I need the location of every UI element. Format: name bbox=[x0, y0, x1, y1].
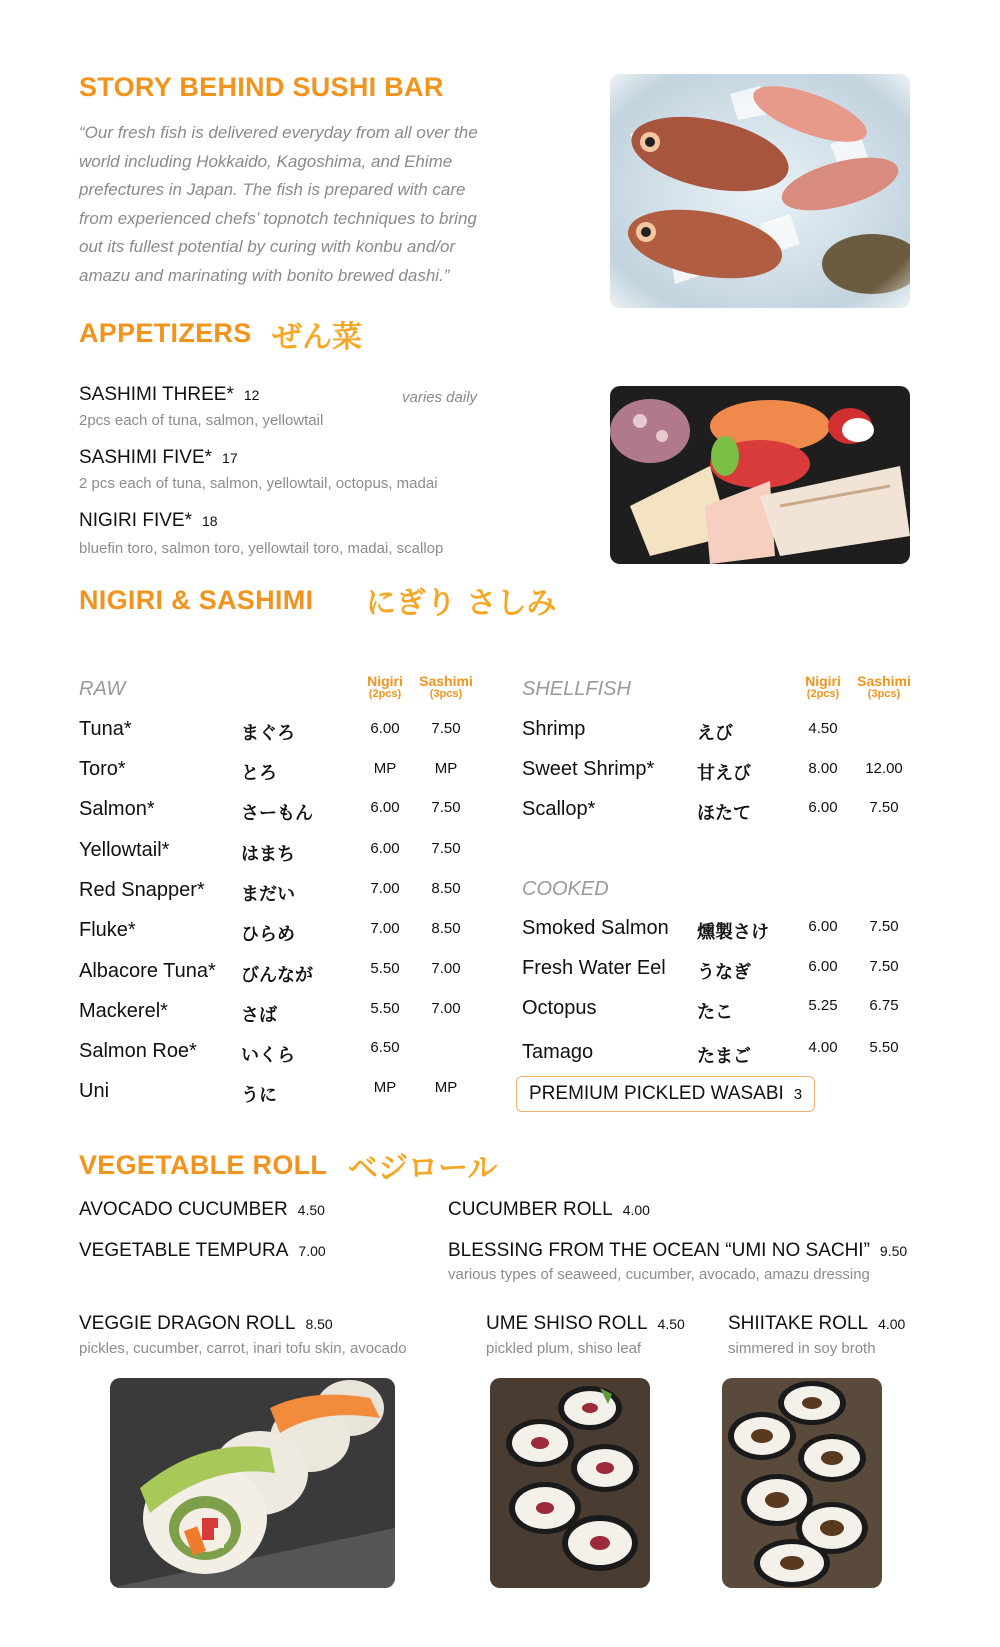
nigiri-title-jp: にぎり さしみ bbox=[366, 586, 557, 621]
cooked-item-sashimi-price: 6.75 bbox=[869, 997, 899, 1014]
nigiri-label: Nigiri bbox=[367, 673, 403, 689]
cooked-item-nigiri-price: 6.00 bbox=[808, 918, 838, 935]
veg-item bbox=[448, 1199, 650, 1221]
raw-item-name: Tuna* bbox=[79, 718, 132, 740]
veg-item-name: SHIITAKE ROLL bbox=[728, 1313, 869, 1334]
veg-item bbox=[728, 1313, 905, 1335]
cooked-item-jp: 燻製さけ bbox=[697, 922, 769, 943]
raw-item-sashimi-price: MP bbox=[434, 1079, 458, 1096]
sashimi-label: Sashimi bbox=[857, 673, 911, 689]
appetizer-price: 17 bbox=[222, 450, 238, 466]
veg-item-name: UME SHISO ROLL bbox=[486, 1313, 648, 1334]
raw-item-name: Yellowtail* bbox=[79, 839, 170, 861]
raw-item-name: Fluke* bbox=[79, 919, 136, 941]
cooked-item-sashimi-price: 7.50 bbox=[869, 958, 899, 975]
appetizer-item bbox=[79, 384, 259, 406]
raw-item-name: Red Snapper* bbox=[79, 879, 205, 901]
veg-item-name: AVOCADO CUCUMBER bbox=[79, 1199, 288, 1220]
cooked-item-name: Octopus bbox=[522, 997, 597, 1019]
story-text bbox=[79, 119, 519, 291]
story-line: “Our fresh fish is delivered everyday from all over the bbox=[79, 123, 478, 142]
cooked-label: COOKED bbox=[522, 878, 609, 900]
shellfish-item-name: Shrimp bbox=[522, 718, 586, 740]
shellfish-item-nigiri-price: 6.00 bbox=[808, 799, 838, 816]
appetizer-price: 18 bbox=[201, 513, 218, 529]
veg-item-name: CUCUMBER ROLL bbox=[448, 1199, 613, 1220]
raw-item-jp: びんなが bbox=[241, 965, 313, 986]
shellfish-item-name: Sweet Shrimp* bbox=[522, 758, 655, 780]
story-line: world including Hokkaido, Kagoshima, and Ehime bbox=[79, 151, 453, 171]
appetizers-title: APPETIZERS bbox=[79, 318, 252, 348]
raw-item-jp: さーもん bbox=[241, 803, 313, 824]
raw-item-jp: いくら bbox=[241, 1045, 295, 1066]
raw-item-nigiri-price: 7.00 bbox=[370, 880, 400, 897]
raw-item-sashimi-price: MP bbox=[434, 760, 458, 777]
veg-item-desc: pickled plum, shiso leaf bbox=[486, 1340, 642, 1357]
appetizers-title-jp: ぜん菜 bbox=[272, 320, 362, 355]
sashimi-plate-photo bbox=[610, 386, 910, 564]
raw-item-name: Salmon Roe* bbox=[79, 1040, 197, 1062]
cooked-item-jp: たこ bbox=[697, 1002, 733, 1023]
shellfish-item-sashimi-price: 12.00 bbox=[865, 760, 903, 777]
cooked-item-name: Smoked Salmon bbox=[522, 917, 669, 939]
raw-item-name: Toro* bbox=[79, 758, 126, 780]
veg-item-price: 4.50 bbox=[297, 1202, 325, 1218]
appetizer-desc: bluefin toro, salmon toro, yellowtail toro, madai, scallop bbox=[79, 540, 444, 557]
nigiri-column-header bbox=[795, 675, 851, 701]
shiitake-roll-photo bbox=[722, 1378, 882, 1588]
story-line: amazu and marinating with bonito brewed dashi.” bbox=[79, 265, 450, 285]
raw-item-jp: まだい bbox=[241, 884, 295, 905]
veg-item-price: 4.50 bbox=[657, 1316, 685, 1332]
shellfish-item-name: Scallop* bbox=[522, 798, 596, 820]
cooked-item-jp: たまご bbox=[697, 1046, 751, 1067]
cooked-item-sashimi-price: 7.50 bbox=[869, 918, 899, 935]
raw-item-jp: まぐろ bbox=[241, 723, 295, 744]
cooked-item-name: Fresh Water Eel bbox=[522, 957, 666, 979]
raw-item-sashimi-price: 7.50 bbox=[431, 840, 461, 857]
appetizer-name: SASHIMI FIVE* bbox=[79, 447, 213, 468]
raw-item-name: Mackerel* bbox=[79, 1000, 168, 1022]
veg-item-desc: pickles, cucumber, carrot, inari tofu skin, avocado bbox=[79, 1340, 407, 1357]
veg-item-price: 4.00 bbox=[878, 1316, 906, 1332]
raw-item-nigiri-price: 6.00 bbox=[370, 720, 400, 737]
veg-item bbox=[448, 1240, 907, 1262]
raw-item-name: Uni bbox=[79, 1080, 110, 1102]
sashimi-pieces: (3pcs) bbox=[429, 688, 463, 700]
shellfish-item-jp: 甘えび bbox=[697, 763, 751, 784]
veg-item-desc: various types of seaweed, cucumber, avocado, amazu dressing bbox=[448, 1266, 870, 1283]
veg-item-name: BLESSING FROM THE OCEAN “UMI NO SACHI” bbox=[448, 1240, 870, 1261]
ume-shiso-roll-photo bbox=[490, 1378, 650, 1588]
veg-item bbox=[79, 1199, 325, 1221]
shellfish-item-jp: ほたて bbox=[697, 803, 751, 824]
raw-item-jp: ひらめ bbox=[241, 924, 295, 945]
appetizer-item bbox=[79, 510, 218, 532]
raw-item-jp: うに bbox=[241, 1085, 277, 1106]
appetizer-name: SASHIMI THREE* bbox=[79, 384, 234, 405]
appetizer-item bbox=[79, 447, 238, 469]
raw-item-sashimi-price: 7.50 bbox=[431, 720, 461, 737]
raw-item-sashimi-price: 8.50 bbox=[431, 880, 461, 897]
veg-item-desc: simmered in soy broth bbox=[728, 1340, 876, 1357]
wasabi-name: PREMIUM PICKLED WASABI bbox=[529, 1083, 784, 1104]
story-title: STORY BEHIND SUSHI BAR bbox=[79, 72, 444, 102]
veg-item bbox=[486, 1313, 685, 1335]
raw-item-sashimi-price: 7.00 bbox=[431, 960, 461, 977]
raw-label: RAW bbox=[79, 678, 126, 700]
appetizer-desc: 2pcs each of tuna, salmon, yellowtail bbox=[79, 412, 324, 429]
story-line: from experienced chefs’ topnotch techniques to bring bbox=[79, 208, 477, 228]
raw-item-jp: とろ bbox=[241, 763, 277, 784]
shellfish-item-jp: えび bbox=[697, 723, 733, 744]
nigiri-pieces: (2pcs) bbox=[368, 688, 402, 700]
veg-item bbox=[79, 1313, 333, 1335]
veg-roll-title: VEGETABLE ROLL bbox=[79, 1150, 328, 1180]
sashimi-pieces: (3pcs) bbox=[867, 688, 901, 700]
varies-daily-note: varies daily bbox=[402, 389, 478, 406]
raw-item-nigiri-price: MP bbox=[373, 1079, 397, 1096]
raw-item-name: Albacore Tuna* bbox=[79, 960, 216, 982]
shellfish-item-sashimi-price: 7.50 bbox=[869, 799, 899, 816]
raw-item-sashimi-price: 7.50 bbox=[431, 799, 461, 816]
sashimi-column-header bbox=[418, 675, 474, 701]
cooked-item-nigiri-price: 4.00 bbox=[808, 1039, 838, 1056]
appetizer-desc: 2 pcs each of tuna, salmon, yellowtail, octopus, madai bbox=[79, 475, 438, 492]
veggie-dragon-roll-photo bbox=[110, 1378, 395, 1588]
raw-item-sashimi-price: 7.00 bbox=[431, 1000, 461, 1017]
cooked-item-nigiri-price: 5.25 bbox=[808, 997, 838, 1014]
cooked-item-name: Tamago bbox=[522, 1041, 594, 1063]
veg-item-price: 9.50 bbox=[879, 1243, 908, 1259]
raw-item-nigiri-price: 6.00 bbox=[370, 799, 400, 816]
veg-item bbox=[79, 1240, 326, 1262]
raw-item-jp: はまち bbox=[241, 844, 295, 865]
shellfish-item-nigiri-price: 8.00 bbox=[808, 760, 838, 777]
cooked-item-sashimi-price: 5.50 bbox=[869, 1039, 899, 1056]
veg-item-price: 4.00 bbox=[622, 1202, 650, 1218]
sashimi-column-header bbox=[856, 675, 912, 701]
raw-item-nigiri-price: 7.00 bbox=[370, 920, 400, 937]
story-line: out its fullest potential by curing with konbu and/or bbox=[79, 237, 456, 257]
sashimi-label: Sashimi bbox=[419, 673, 473, 689]
shellfish-item-nigiri-price: 4.50 bbox=[808, 720, 838, 737]
raw-item-nigiri-price: 6.50 bbox=[370, 1039, 400, 1056]
raw-item-nigiri-price: 6.00 bbox=[370, 840, 400, 857]
nigiri-column-header bbox=[357, 675, 413, 701]
veg-item-price: 8.50 bbox=[305, 1316, 333, 1332]
raw-item-name: Salmon* bbox=[79, 798, 155, 820]
appetizer-name: NIGIRI FIVE* bbox=[79, 510, 192, 531]
raw-item-sashimi-price: 8.50 bbox=[431, 920, 461, 937]
appetizer-price: 12 bbox=[243, 387, 260, 403]
raw-item-nigiri-price: 5.50 bbox=[370, 1000, 400, 1017]
veg-item-price: 7.00 bbox=[298, 1243, 326, 1259]
cooked-item-jp: うなぎ bbox=[697, 962, 751, 983]
shellfish-label: SHELLFISH bbox=[522, 678, 631, 700]
fish-on-ice-photo bbox=[610, 74, 910, 308]
nigiri-pieces: (2pcs) bbox=[806, 688, 840, 700]
raw-item-jp: さば bbox=[241, 1005, 277, 1026]
wasabi-price: 3 bbox=[793, 1086, 803, 1103]
cooked-item-nigiri-price: 6.00 bbox=[808, 958, 838, 975]
nigiri-label: Nigiri bbox=[805, 673, 841, 689]
premium-wasabi-box bbox=[516, 1076, 815, 1112]
veg-item-name: VEGGIE DRAGON ROLL bbox=[79, 1313, 296, 1334]
raw-item-nigiri-price: MP bbox=[373, 760, 397, 777]
veg-item-name: VEGETABLE TEMPURA bbox=[79, 1240, 289, 1261]
nigiri-title: NIGIRI & SASHIMI bbox=[79, 585, 314, 615]
raw-item-nigiri-price: 5.50 bbox=[370, 960, 400, 977]
veg-roll-title-jp: ベジロール bbox=[348, 1151, 498, 1186]
story-line: prefectures in Japan. The fish is prepared with care bbox=[79, 180, 466, 200]
